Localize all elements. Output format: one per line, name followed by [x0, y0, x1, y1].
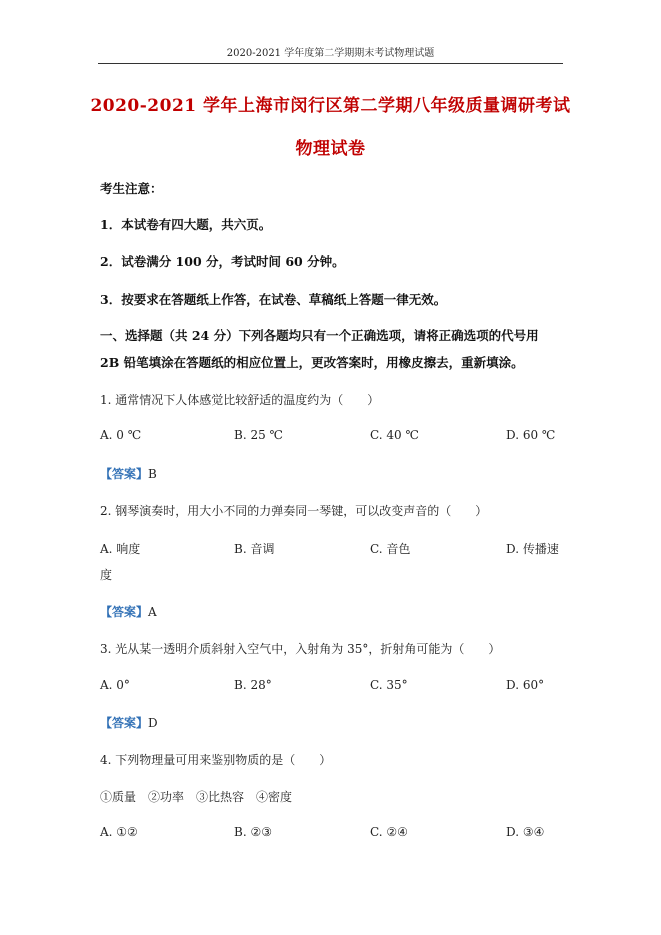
question-3-option-a: A. 0° [100, 678, 130, 692]
question-1-option-d: D. 60 ℃ [506, 428, 556, 442]
question-4-option-d: D. ③④ [506, 825, 545, 839]
running-header: 2020-2021 学年度第二学期期末考试物理试题 [226, 48, 435, 59]
answer-value: D [148, 716, 158, 730]
question-1-answer [100, 465, 157, 482]
question-1-option-a: A. 0 ℃ [100, 428, 142, 442]
exam-subtitle: 物理试卷 [295, 139, 366, 159]
section-instruction-line2: 2B 铅笔填涂在答题纸的相应位置上，更改答案时，用橡皮擦去，重新填涂。 [100, 355, 524, 370]
answer-tag: 【答案】 [100, 716, 149, 730]
question-2-option-c: C. 音色 [370, 542, 411, 556]
question-1-stem: 1. 通常情况下人体感觉比较舒适的温度约为（ ） [100, 393, 380, 407]
notice-item-2: 2．试卷满分 100 分，考试时间 60 分钟。 [100, 254, 345, 269]
question-3-option-b: B. 28° [234, 678, 272, 692]
header-divider [98, 63, 563, 64]
question-4-stem: 4. 下列物理量可用来鉴别物质的是（ ） [100, 753, 332, 767]
question-2-option-d-wrap: 度 [100, 568, 113, 582]
section-instruction-line1: 一、选择题（共 24 分）下列各题均只有一个正确选项，请将正确选项的代号用 [100, 328, 539, 343]
question-2-option-d: D. 传播速 [506, 542, 559, 556]
question-3-option-c: C. 35° [370, 678, 408, 692]
answer-value: B [148, 467, 157, 481]
question-4-option-b: B. ②③ [234, 825, 272, 839]
question-1-option-c: C. 40 ℃ [370, 428, 419, 442]
question-2-answer [100, 603, 157, 620]
exam-title: 2020-2021 学年上海市闵行区第二学期八年级质量调研考试 [90, 96, 571, 116]
notice-item-3: 3．按要求在答题纸上作答，在试卷、草稿纸上答题一律无效。 [100, 292, 447, 307]
notice-item-1: 1．本试卷有四大题，共六页。 [100, 217, 272, 232]
question-2-stem: 2. 钢琴演奏时，用大小不同的力弹奏同一琴键，可以改变声音的（ ） [100, 504, 488, 518]
question-3-option-d: D. 60° [506, 678, 545, 692]
answer-value: A [148, 605, 157, 619]
question-2-option-a: A. 响度 [100, 542, 141, 556]
answer-tag: 【答案】 [100, 605, 149, 619]
question-3-answer [100, 714, 158, 731]
question-1-option-b: B. 25 ℃ [234, 428, 283, 442]
question-3-stem: 3. 光从某一透明介质斜射入空气中，入射角为 35°，折射角可能为（ ） [100, 642, 501, 656]
question-4-option-a: A. ①② [100, 825, 138, 839]
answer-tag: 【答案】 [100, 467, 149, 481]
question-2-option-b: B. 音调 [234, 542, 275, 556]
question-4-items: ①质量 ②功率 ③比热容 ④密度 [100, 790, 293, 804]
question-4-option-c: C. ②④ [370, 825, 408, 839]
notice-heading: 考生注意： [100, 181, 163, 196]
